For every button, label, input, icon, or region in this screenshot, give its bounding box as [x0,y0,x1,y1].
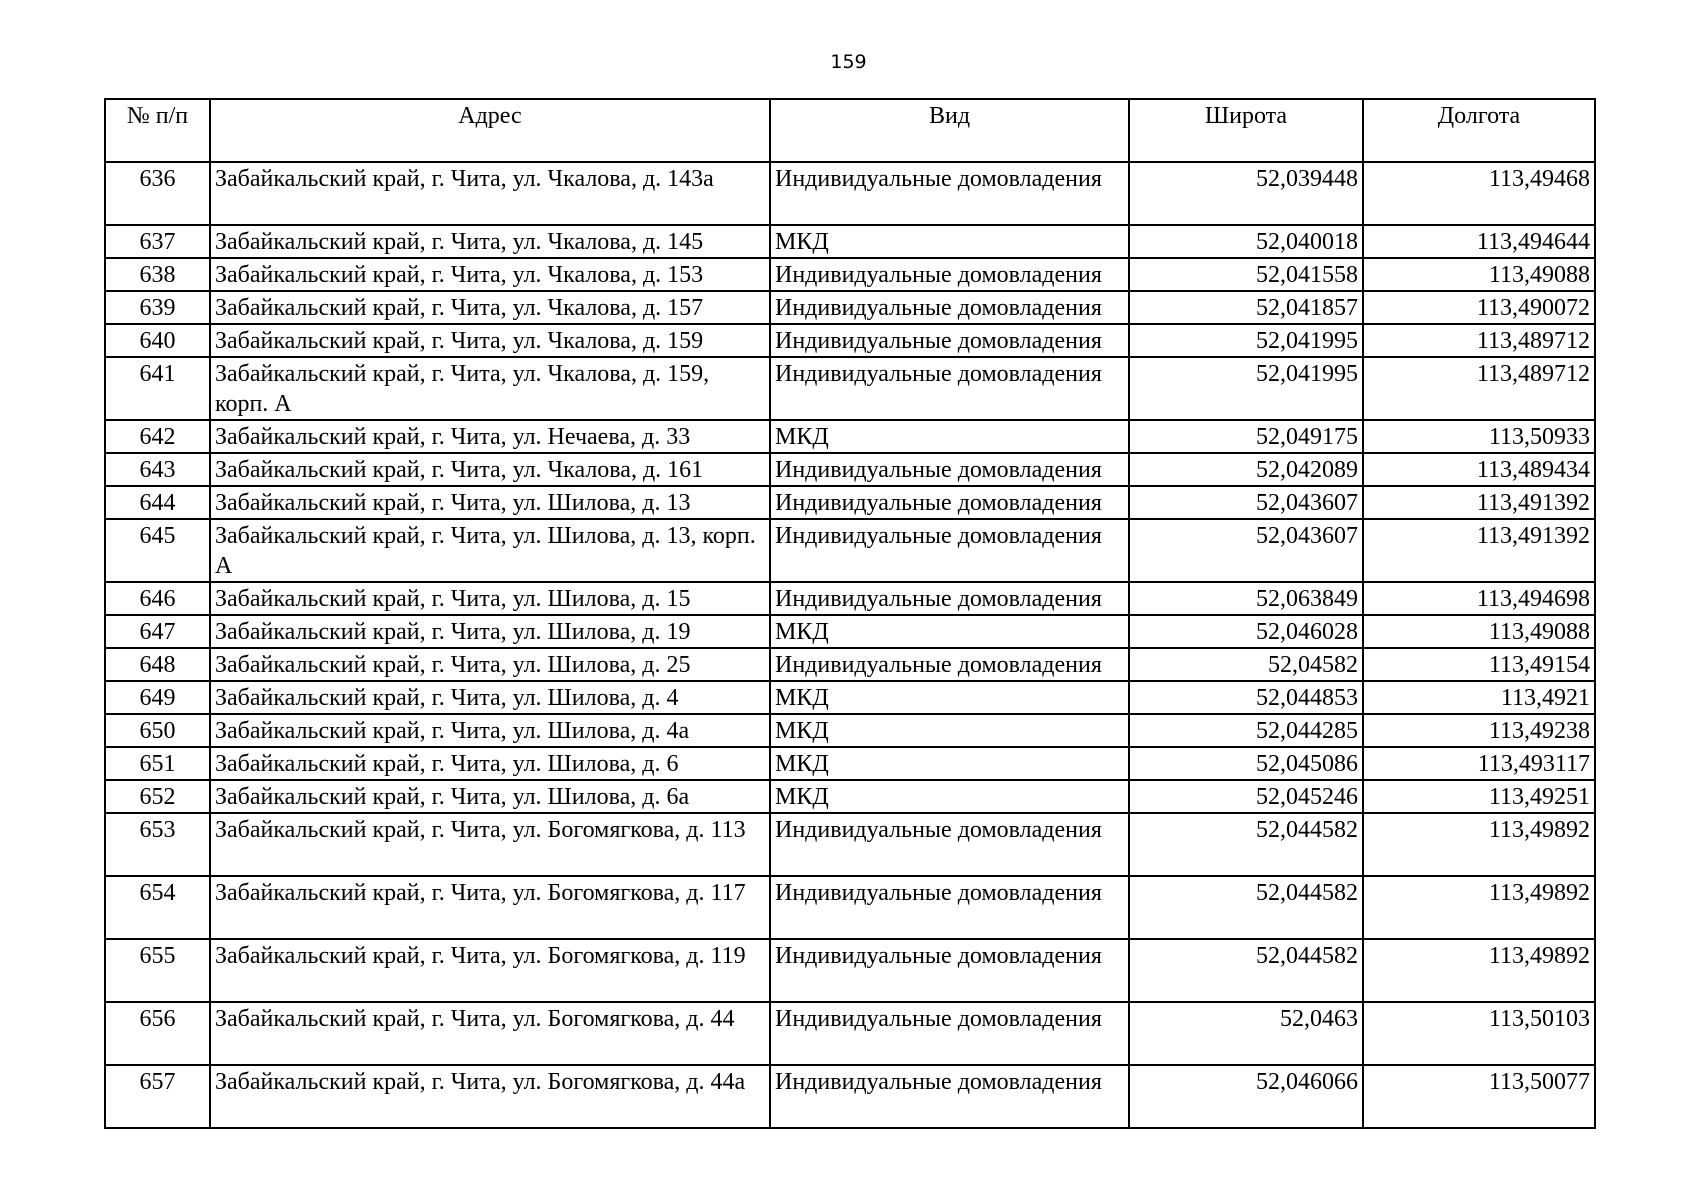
table-row [105,876,1595,939]
cell-kind: МКД [770,225,1129,258]
cell-kind: Индивидуальные домовладения [770,258,1129,291]
cell-number: 639 [105,291,210,324]
cell-number: 643 [105,453,210,486]
cell-kind: Индивидуальные домовладения [770,648,1129,681]
cell-address: Забайкальский край, г. Чита, ул. Нечаева, д. 33 [210,420,770,453]
cell-latitude: 52,045086 [1129,747,1363,780]
cell-number: 645 [105,519,210,582]
table-row [105,258,1595,291]
cell-address: Забайкальский край, г. Чита, ул. Чкалова, д. 145 [210,225,770,258]
cell-number: 648 [105,648,210,681]
cell-kind: Индивидуальные домовладения [770,1065,1129,1128]
table-row [105,486,1595,519]
cell-kind: МКД [770,681,1129,714]
cell-longitude: 113,49892 [1363,939,1595,1002]
cell-latitude: 52,044285 [1129,714,1363,747]
table-row [105,582,1595,615]
cell-longitude: 113,50077 [1363,1065,1595,1128]
cell-latitude: 52,044582 [1129,813,1363,876]
cell-kind: Индивидуальные домовладения [770,291,1129,324]
cell-address: Забайкальский край, г. Чита, ул. Богомягкова, д. 113 [210,813,770,876]
cell-longitude: 113,50103 [1363,1002,1595,1065]
cell-longitude: 113,489712 [1363,357,1595,420]
header-address: Адрес [210,99,770,162]
cell-longitude: 113,489434 [1363,453,1595,486]
cell-address: Забайкальский край, г. Чита, ул. Шилова, д. 13, корп. А [210,519,770,582]
table-row [105,225,1595,258]
table-row [105,453,1595,486]
cell-latitude: 52,042089 [1129,453,1363,486]
cell-latitude: 52,04582 [1129,648,1363,681]
cell-address: Забайкальский край, г. Чита, ул. Богомягкова, д. 44 [210,1002,770,1065]
cell-number: 656 [105,1002,210,1065]
header-longitude: Долгота [1363,99,1595,162]
cell-kind: МКД [770,714,1129,747]
cell-address: Забайкальский край, г. Чита, ул. Шилова, д. 19 [210,615,770,648]
table-row [105,681,1595,714]
cell-longitude: 113,491392 [1363,519,1595,582]
table-row [105,813,1595,876]
cell-latitude: 52,041995 [1129,357,1363,420]
table-row [105,648,1595,681]
cell-number: 650 [105,714,210,747]
cell-kind: МКД [770,420,1129,453]
cell-address: Забайкальский край, г. Чита, ул. Богомягкова, д. 44а [210,1065,770,1128]
table-row [105,519,1595,582]
cell-latitude: 52,041857 [1129,291,1363,324]
cell-number: 652 [105,780,210,813]
cell-latitude: 52,039448 [1129,162,1363,225]
cell-number: 646 [105,582,210,615]
cell-kind: Индивидуальные домовладения [770,357,1129,420]
cell-longitude: 113,493117 [1363,747,1595,780]
cell-latitude: 52,043607 [1129,486,1363,519]
cell-kind: МКД [770,615,1129,648]
table-row [105,324,1595,357]
cell-number: 638 [105,258,210,291]
cell-address: Забайкальский край, г. Чита, ул. Чкалова, д. 159 [210,324,770,357]
cell-longitude: 113,4921 [1363,681,1595,714]
cell-number: 641 [105,357,210,420]
cell-number: 649 [105,681,210,714]
cell-address: Забайкальский край, г. Чита, ул. Шилова, д. 4а [210,714,770,747]
cell-number: 655 [105,939,210,1002]
cell-longitude: 113,49892 [1363,813,1595,876]
cell-kind: Индивидуальные домовладения [770,1002,1129,1065]
cell-longitude: 113,49088 [1363,258,1595,291]
table-row [105,357,1595,420]
cell-kind: Индивидуальные домовладения [770,876,1129,939]
cell-address: Забайкальский край, г. Чита, ул. Чкалова, д. 157 [210,291,770,324]
table-row [105,780,1595,813]
page-number: 159 [830,51,867,73]
cell-longitude: 113,49088 [1363,615,1595,648]
cell-kind: Индивидуальные домовладения [770,162,1129,225]
cell-number: 653 [105,813,210,876]
cell-latitude: 52,044582 [1129,939,1363,1002]
header-kind: Вид [770,99,1129,162]
cell-address: Забайкальский край, г. Чита, ул. Шилова, д. 25 [210,648,770,681]
cell-longitude: 113,49154 [1363,648,1595,681]
cell-kind: Индивидуальные домовладения [770,519,1129,582]
cell-latitude: 52,045246 [1129,780,1363,813]
cell-address: Забайкальский край, г. Чита, ул. Чкалова, д. 143а [210,162,770,225]
cell-latitude: 52,046066 [1129,1065,1363,1128]
table-row [105,615,1595,648]
cell-latitude: 52,041995 [1129,324,1363,357]
cell-number: 657 [105,1065,210,1128]
cell-latitude: 52,063849 [1129,582,1363,615]
cell-number: 654 [105,876,210,939]
cell-address: Забайкальский край, г. Чита, ул. Чкалова, д. 153 [210,258,770,291]
cell-longitude: 113,494698 [1363,582,1595,615]
cell-address: Забайкальский край, г. Чита, ул. Шилова, д. 4 [210,681,770,714]
cell-longitude: 113,49238 [1363,714,1595,747]
cell-latitude: 52,046028 [1129,615,1363,648]
cell-address: Забайкальский край, г. Чита, ул. Богомягкова, д. 119 [210,939,770,1002]
table-row [105,420,1595,453]
cell-number: 642 [105,420,210,453]
table-row [105,939,1595,1002]
cell-number: 651 [105,747,210,780]
table-row [105,1065,1595,1128]
cell-address: Забайкальский край, г. Чита, ул. Шилова, д. 6 [210,747,770,780]
cell-number: 640 [105,324,210,357]
cell-longitude: 113,49892 [1363,876,1595,939]
cell-latitude: 52,043607 [1129,519,1363,582]
cell-latitude: 52,040018 [1129,225,1363,258]
cell-latitude: 52,041558 [1129,258,1363,291]
cell-kind: Индивидуальные домовладения [770,939,1129,1002]
cell-number: 636 [105,162,210,225]
cell-longitude: 113,491392 [1363,486,1595,519]
cell-latitude: 52,044582 [1129,876,1363,939]
cell-number: 647 [105,615,210,648]
header-latitude: Широта [1129,99,1363,162]
header-number: № п/п [105,99,210,162]
table-row [105,291,1595,324]
cell-kind: МКД [770,780,1129,813]
cell-longitude: 113,50933 [1363,420,1595,453]
cell-address: Забайкальский край, г. Чита, ул. Чкалова, д. 161 [210,453,770,486]
cell-kind: Индивидуальные домовладения [770,486,1129,519]
cell-kind: Индивидуальные домовладения [770,813,1129,876]
cell-kind: Индивидуальные домовладения [770,324,1129,357]
table-body [105,162,1595,1128]
cell-longitude: 113,49251 [1363,780,1595,813]
cell-longitude: 113,494644 [1363,225,1595,258]
cell-kind: МКД [770,747,1129,780]
cell-latitude: 52,0463 [1129,1002,1363,1065]
table-row [105,714,1595,747]
cell-kind: Индивидуальные домовладения [770,453,1129,486]
cell-number: 637 [105,225,210,258]
cell-longitude: 113,49468 [1363,162,1595,225]
address-table [104,98,1596,1129]
table-header-row [105,99,1595,162]
cell-number: 644 [105,486,210,519]
cell-kind: Индивидуальные домовладения [770,582,1129,615]
cell-address: Забайкальский край, г. Чита, ул. Шилова, д. 15 [210,582,770,615]
cell-address: Забайкальский край, г. Чита, ул. Чкалова, д. 159, корп. А [210,357,770,420]
cell-latitude: 52,044853 [1129,681,1363,714]
cell-address: Забайкальский край, г. Чита, ул. Богомягкова, д. 117 [210,876,770,939]
table-row [105,1002,1595,1065]
table-row [105,747,1595,780]
cell-longitude: 113,489712 [1363,324,1595,357]
cell-longitude: 113,490072 [1363,291,1595,324]
table-row [105,162,1595,225]
cell-address: Забайкальский край, г. Чита, ул. Шилова, д. 13 [210,486,770,519]
cell-address: Забайкальский край, г. Чита, ул. Шилова, д. 6а [210,780,770,813]
cell-latitude: 52,049175 [1129,420,1363,453]
